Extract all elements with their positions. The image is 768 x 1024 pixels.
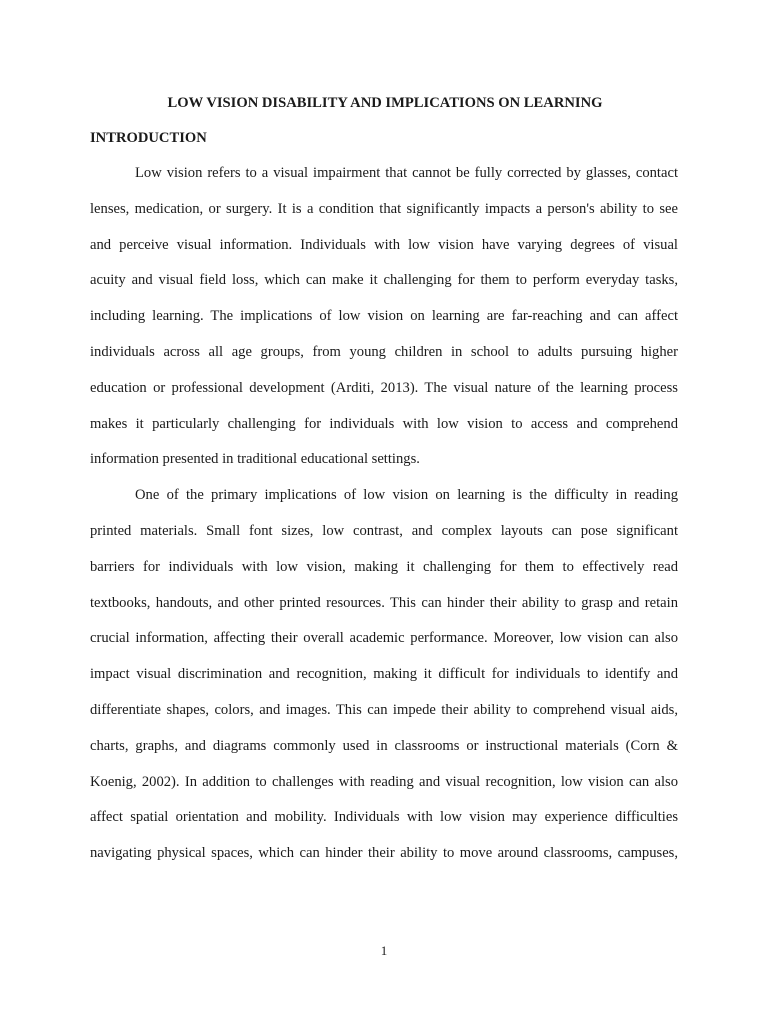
paragraph-1-line-2: lenses, medication, or surgery. It is a condition that significantly impacts a person's ability to see — [90, 200, 678, 217]
paragraph-2-line-10: affect spatial orientation and mobility. Individuals with low vision may experience difficulties — [90, 809, 678, 826]
paragraph-2-line-8: charts, graphs, and diagrams commonly used in classrooms or instructional materials (Corn & — [90, 737, 678, 754]
paragraph-1-line-3: and perceive visual information. Individuals with low vision have varying degrees of visual — [90, 236, 678, 253]
paragraph-2-line-6: impact visual discrimination and recognition, making it difficult for individuals to identify and — [90, 666, 678, 683]
paragraph-1-line-6: individuals across all age groups, from young children in school to adults pursuing higher — [90, 343, 678, 360]
paragraph-2-line-4: textbooks, handouts, and other printed resources. This can hinder their ability to grasp and retain — [90, 594, 678, 611]
paragraph-2-line-11: navigating physical spaces, which can hinder their ability to move around classrooms, campuses, — [90, 845, 678, 862]
paragraph-1-line-7: education or professional development (Arditi, 2013). The visual nature of the learning process — [90, 379, 678, 396]
paragraph-1-line-1: Low vision refers to a visual impairment that cannot be fully corrected by glasses, contact — [135, 165, 678, 181]
paragraph-2-line-1: One of the primary implications of low vision on learning is the difficulty in reading — [135, 487, 678, 504]
paragraph-1-line-8: makes it particularly challenging for individuals with low vision to access and comprehend — [90, 415, 678, 432]
paragraph-2-line-7: differentiate shapes, colors, and images. This can impede their ability to comprehend visual aids, — [90, 701, 678, 718]
body-text — [90, 156, 678, 872]
paragraph-2-line-3: barriers for individuals with low vision, making it challenging for them to effectively read — [90, 558, 678, 575]
paragraph-1-line-5: including learning. The implications of low vision on learning are far-reaching and can affect — [90, 308, 678, 325]
page-number: 1 — [380, 943, 388, 958]
paragraph-2-line-5: crucial information, affecting their overall academic performance. Moreover, low vision can also — [90, 630, 678, 647]
section-heading: INTRODUCTION — [90, 130, 207, 146]
document-title: LOW VISION DISABILITY AND IMPLICATIONS ON LEARNING — [167, 95, 603, 111]
paragraph-2-line-2: printed materials. Small font sizes, low contrast, and complex layouts can pose significant — [90, 522, 678, 539]
paragraph-1-line-9: information presented in traditional educational settings. — [90, 451, 420, 468]
paragraph-2-line-9: Koenig, 2002). In addition to challenges with reading and visual recognition, low vision can also — [90, 773, 678, 790]
paragraph-1-line-4: acuity and visual field loss, which can make it challenging for them to perform everyday tasks, — [90, 272, 678, 289]
